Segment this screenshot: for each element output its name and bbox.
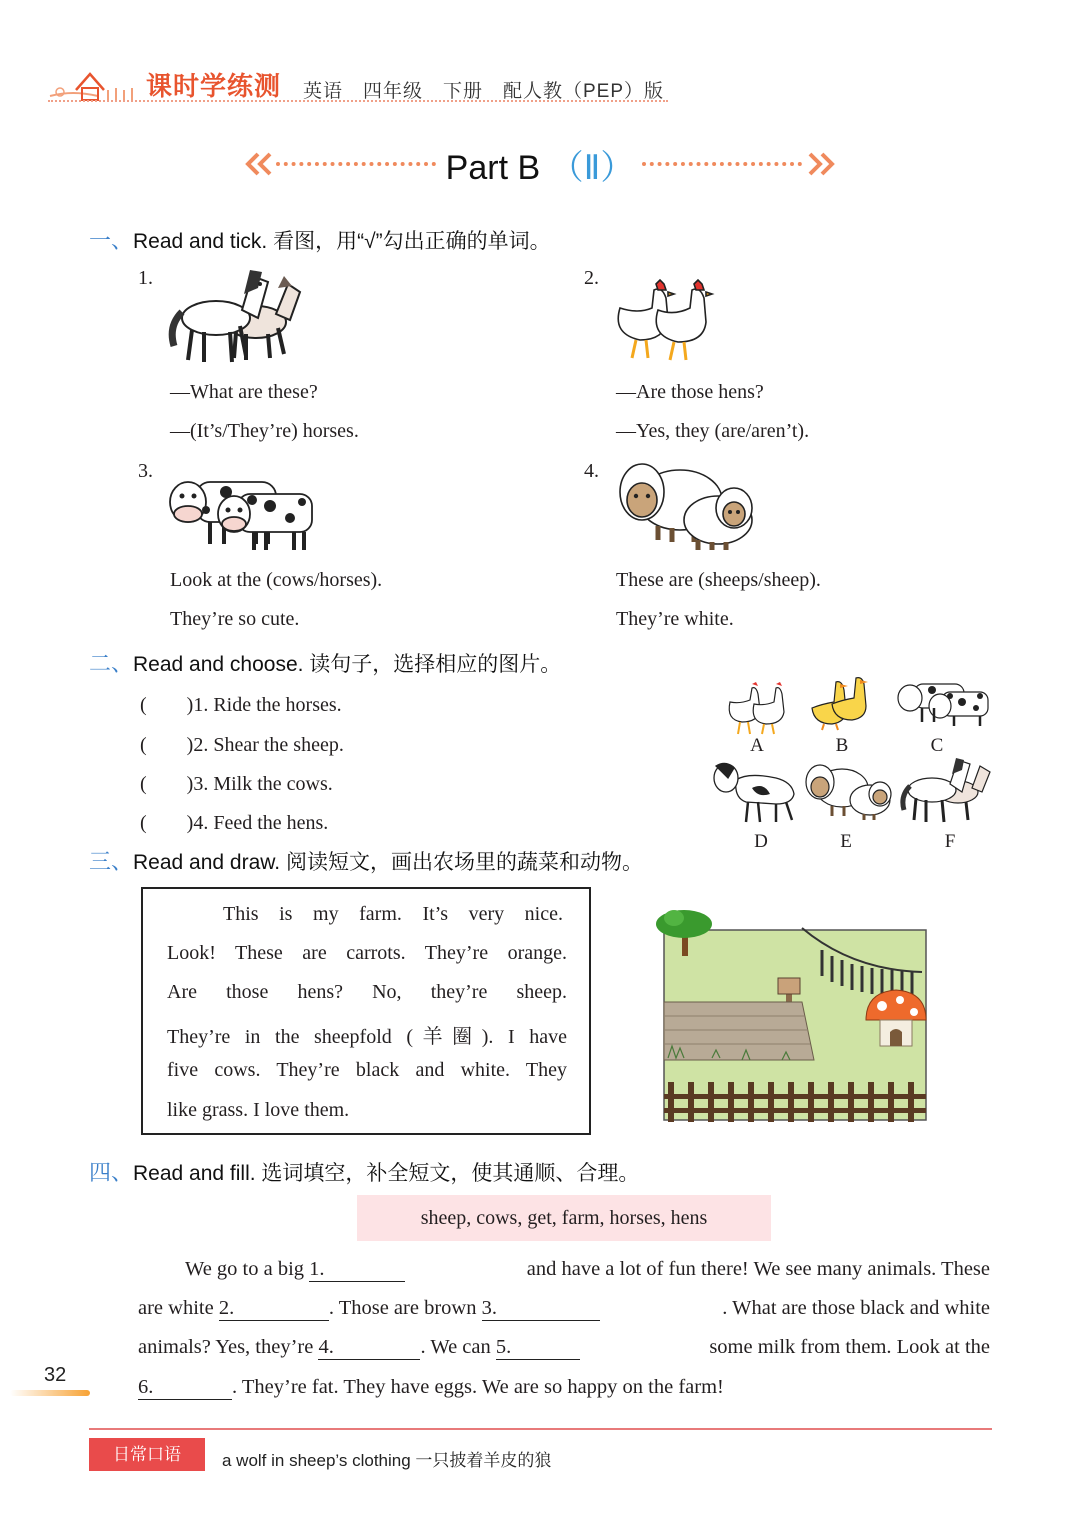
choice-calf-picture bbox=[712, 758, 802, 826]
s2-item4-bracket[interactable]: ( )4. bbox=[140, 812, 209, 834]
s2-item3-text: Milk the cows. bbox=[213, 773, 333, 795]
header-divider bbox=[48, 100, 668, 102]
fill-text: . What are those black and white bbox=[722, 1297, 990, 1319]
fill-text: . They’re fat. They have eggs. We are so happy on the farm! bbox=[232, 1376, 724, 1398]
s2-item3 bbox=[140, 767, 333, 796]
choice-label-b: B bbox=[835, 735, 849, 756]
section3-title: Read and draw. 阅读短文，画出农场里的蔬菜和动物。 bbox=[133, 851, 643, 874]
s1-item2-answer: —Yes, they (are/aren’t). bbox=[616, 420, 810, 442]
choice-label-f: F bbox=[944, 831, 956, 852]
passage-line-1: This is my farm. It’s very nice. bbox=[223, 903, 563, 925]
s1-item4-line2: They’re white. bbox=[616, 608, 734, 630]
hens-picture bbox=[612, 278, 716, 364]
s2-item1 bbox=[140, 688, 342, 717]
section4-title: Read and fill. 选词填空，补全短文，使其通顺、合理。 bbox=[133, 1162, 640, 1185]
section1-heading bbox=[89, 224, 551, 255]
passage-line-4: They’re in the sheepfold (羊圈). I have bbox=[167, 1026, 567, 1048]
s2-item1-bracket[interactable]: ( )1. bbox=[140, 694, 209, 716]
blank-5[interactable] bbox=[496, 1336, 580, 1360]
choice-ducks-picture bbox=[810, 674, 872, 732]
section2-number: 二、 bbox=[89, 651, 134, 676]
s2-item4-text: Feed the hens. bbox=[213, 812, 329, 834]
choice-label-a: A bbox=[750, 735, 764, 756]
blank-number: 5. bbox=[495, 1336, 512, 1358]
s1-item3-line2: They’re so cute. bbox=[170, 608, 300, 630]
footer-tag: 日常口语 bbox=[89, 1438, 205, 1471]
s2-item1-text: Ride the horses. bbox=[213, 694, 342, 716]
s2-item2-text: Shear the sheep. bbox=[213, 734, 344, 756]
choice-cows-picture bbox=[896, 678, 992, 728]
blank-number: 3. bbox=[481, 1297, 497, 1319]
title-leader-right bbox=[642, 162, 802, 166]
blank-number: 6. bbox=[138, 1376, 154, 1398]
section4-heading bbox=[89, 1156, 639, 1187]
s1-item2-question: —Are those hens? bbox=[616, 381, 764, 403]
house-logo-icon bbox=[46, 62, 142, 104]
blank-number: 4. bbox=[318, 1336, 334, 1358]
right-chevron-icon bbox=[806, 150, 836, 178]
s1-item4-line1: These are (sheeps/sheep). bbox=[616, 569, 821, 591]
passage-line-6: like grass. I love them. bbox=[167, 1099, 350, 1121]
s2-item2 bbox=[140, 728, 344, 757]
word-bank: sheep, cows, get, farm, horses, hens bbox=[357, 1195, 771, 1241]
choice-label-c: C bbox=[930, 735, 944, 756]
s1-item3-line1: Look at the (cows/horses). bbox=[170, 569, 383, 591]
s2-item3-bracket[interactable]: ( )3. bbox=[140, 773, 209, 795]
fill-line-1 bbox=[185, 1258, 990, 1282]
section4-number: 四、 bbox=[89, 1160, 134, 1185]
s2-item2-bracket[interactable]: ( )2. bbox=[140, 734, 209, 756]
part-title-text: Part B bbox=[445, 149, 541, 187]
passage-line-2: Look! These are carrots. They’re orange. bbox=[167, 942, 567, 964]
reading-passage-box bbox=[141, 887, 591, 1135]
section1-title: Read and tick. 看图，用“√”勾出正确的单词。 bbox=[133, 230, 551, 253]
horses-picture bbox=[166, 262, 306, 366]
fill-text: are white bbox=[138, 1297, 214, 1319]
page-number: 32 bbox=[44, 1364, 67, 1386]
passage-line-5: five cows. They’re black and white. They bbox=[167, 1059, 567, 1081]
fill-text: We go to a big bbox=[185, 1258, 305, 1280]
fill-line-3 bbox=[138, 1336, 990, 1360]
page-number-bar bbox=[10, 1390, 90, 1396]
blank-6[interactable] bbox=[138, 1376, 232, 1400]
s1-item2-number: 2. bbox=[584, 267, 599, 289]
footer-text: a wolf in sheep’s clothing 一只披着羊皮的狼 bbox=[222, 1451, 552, 1470]
series-title: 课时学练测 bbox=[146, 71, 282, 101]
fill-line-2 bbox=[138, 1297, 990, 1321]
fill-text: . We can bbox=[420, 1336, 491, 1358]
farm-drawing-canvas[interactable] bbox=[652, 906, 932, 1126]
choice-horses-picture bbox=[898, 754, 994, 824]
footer-rule bbox=[89, 1428, 992, 1430]
fill-text: animals? Yes, they’re bbox=[138, 1336, 314, 1358]
blank-number: 2. bbox=[218, 1297, 235, 1319]
blank-number: 1. bbox=[309, 1258, 325, 1280]
section2-title: Read and choose. 读句子，选择相应的图片。 bbox=[133, 653, 562, 676]
fill-line-4 bbox=[138, 1376, 990, 1400]
section1-number: 一、 bbox=[89, 228, 134, 253]
cows-picture bbox=[166, 470, 318, 552]
s2-item4 bbox=[140, 806, 328, 835]
s1-item3-number: 3. bbox=[138, 460, 153, 482]
choice-label-d: D bbox=[754, 831, 768, 852]
choice-label-e: E bbox=[840, 831, 852, 852]
blank-2[interactable] bbox=[219, 1297, 329, 1321]
section3-heading bbox=[89, 845, 643, 876]
fill-text: . Those are brown bbox=[328, 1297, 477, 1319]
blank-3[interactable] bbox=[482, 1297, 600, 1321]
s1-item1-number: 1. bbox=[138, 267, 153, 289]
s1-item4-number: 4. bbox=[584, 460, 599, 482]
choice-sheep-picture bbox=[802, 760, 894, 822]
header-subtitle: 英语 四年级 下册 配人教（PEP）版 bbox=[303, 81, 665, 102]
passage-line-3: Are those hens? No, they’re sheep. bbox=[167, 981, 567, 1003]
part-title bbox=[0, 140, 1080, 189]
s1-item1-answer: —(It’s/They’re) horses. bbox=[170, 420, 359, 442]
section2-heading bbox=[89, 647, 561, 678]
choice-hens-picture bbox=[726, 682, 788, 736]
fill-text: and have a lot of fun there! We see many animals. These bbox=[526, 1258, 990, 1280]
section3-number: 三、 bbox=[89, 849, 134, 874]
fill-text: some milk from them. Look at the bbox=[709, 1336, 990, 1358]
blank-1[interactable] bbox=[309, 1258, 405, 1282]
part-title-roman: （Ⅱ） bbox=[549, 149, 635, 187]
blank-4[interactable] bbox=[318, 1336, 420, 1360]
s1-item1-question: —What are these? bbox=[170, 381, 318, 403]
sheep-picture bbox=[612, 456, 758, 552]
